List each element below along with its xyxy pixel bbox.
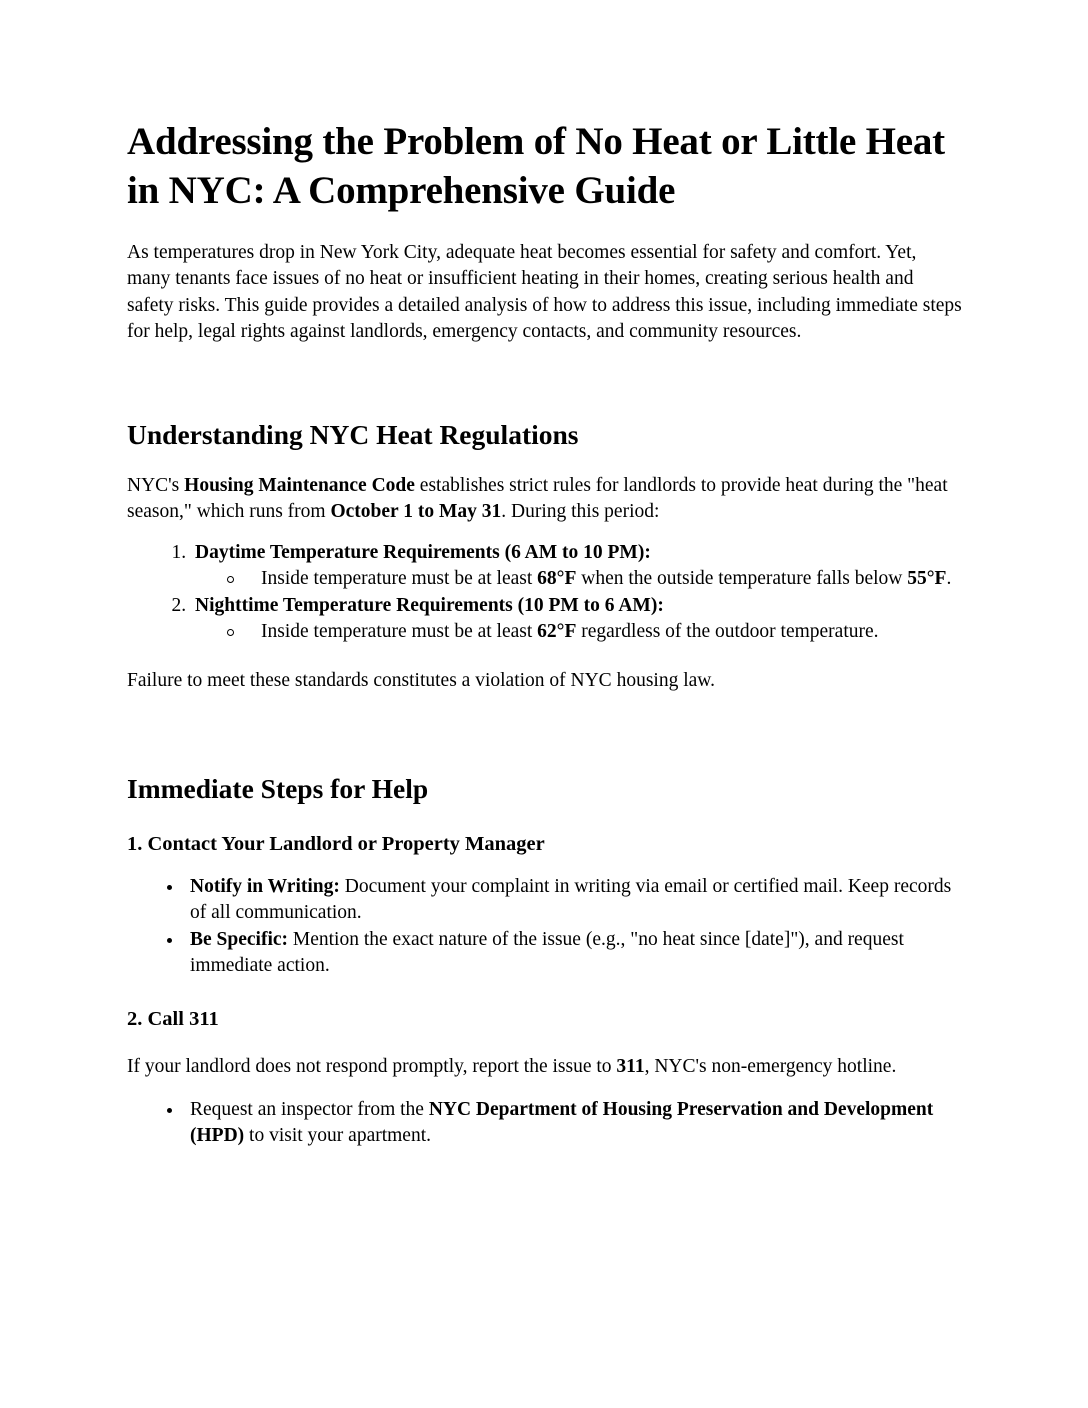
daytime-requirement-sublist xyxy=(195,566,962,593)
regulations-intro-tail: . During this period: xyxy=(501,501,660,522)
daytime-sub-lead: Inside temperature must be at least xyxy=(261,568,538,589)
heat-regulations-intro-paragraph xyxy=(127,473,962,526)
section-heading-immediate-steps: Immediate Steps for Help xyxy=(127,773,429,804)
page-title: Addressing the Problem of No Heat or Little Heat in NYC: A Comprehensive Guide xyxy=(127,120,945,212)
daytime-min-temp-bold: 68°F xyxy=(537,568,577,589)
daytime-sub-mid: when the outside temperature falls below xyxy=(576,568,908,589)
daytime-requirement-label: Daytime Temperature Requirements (6 AM to 10 PM): xyxy=(195,541,651,563)
contact-landlord-bullets xyxy=(127,874,962,980)
notify-in-writing-text: Document your complaint in writing via email or certified mail. Keep records of all communication. xyxy=(190,875,952,924)
nighttime-min-temp-bold: 62°F xyxy=(537,621,577,642)
housing-maintenance-code-bold: Housing Maintenance Code xyxy=(184,474,415,496)
list-item xyxy=(163,874,962,927)
hpd-bullet-lead: Request an inspector from the xyxy=(190,1098,429,1120)
list-item xyxy=(163,927,962,980)
nighttime-sub-lead: Inside temperature must be at least xyxy=(261,621,538,642)
intro-paragraph: As temperatures drop in New York City, adequate heat becomes essential for safety and comfort. Yet, many tenants face issues of no heat or insufficient heating in their homes, creating serious health and safety risks. This guide provides a detailed analysis of how to address this issue, including immediate steps for help, legal rights against landlords, emergency contacts, and community resources. xyxy=(127,241,962,342)
daytime-sub-tail: . xyxy=(946,568,952,589)
be-specific-text: Mention the exact nature of the issue (e.g., "no heat since [date]"), and request immediate action. xyxy=(190,928,904,977)
nighttime-requirement-label: Nighttime Temperature Requirements (10 PM to 6 AM): xyxy=(195,594,664,616)
heat-regulations-closing-paragraph: Failure to meet these standards constitutes a violation of NYC housing law. xyxy=(127,669,715,691)
be-specific-label: Be Specific: xyxy=(190,928,289,950)
subheading-call-311: 2. Call 311 xyxy=(127,1007,219,1030)
call-311-lead: If your landlord does not respond promptly, report the issue to xyxy=(127,1056,617,1078)
section-heading-heat-regulations: Understanding NYC Heat Regulations xyxy=(127,418,579,450)
call-311-paragraph xyxy=(127,1054,962,1081)
subheading-contact-landlord: 1. Contact Your Landlord or Property Manager xyxy=(127,833,545,855)
regulations-intro-lead: NYC's xyxy=(127,474,185,496)
temperature-requirements-list xyxy=(127,540,962,646)
daytime-outside-temp-bold: 55°F xyxy=(907,568,947,589)
311-number-bold: 311 xyxy=(616,1056,645,1078)
notify-in-writing-label: Notify in Writing: xyxy=(190,875,340,897)
call-311-tail: , NYC's non-emergency hotline. xyxy=(644,1056,897,1078)
nighttime-sub-mid: regardless of the outdoor temperature. xyxy=(576,621,879,642)
list-item xyxy=(191,540,962,593)
list-item xyxy=(225,566,962,593)
hpd-agency-bold: NYC Department of Housing Preservation and Development (HPD) xyxy=(190,1098,934,1147)
regulations-intro-mid: establishes strict rules for landlords to provide heat during the "heat season," which runs from xyxy=(127,474,948,522)
list-item xyxy=(163,1097,962,1150)
list-item xyxy=(225,619,962,646)
list-item xyxy=(191,593,962,646)
nighttime-requirement-sublist xyxy=(195,619,962,646)
heat-season-dates-bold: October 1 to May 31 xyxy=(330,501,502,522)
hpd-bullet-tail: to visit your apartment. xyxy=(244,1125,431,1147)
call-311-bullets xyxy=(127,1097,962,1150)
